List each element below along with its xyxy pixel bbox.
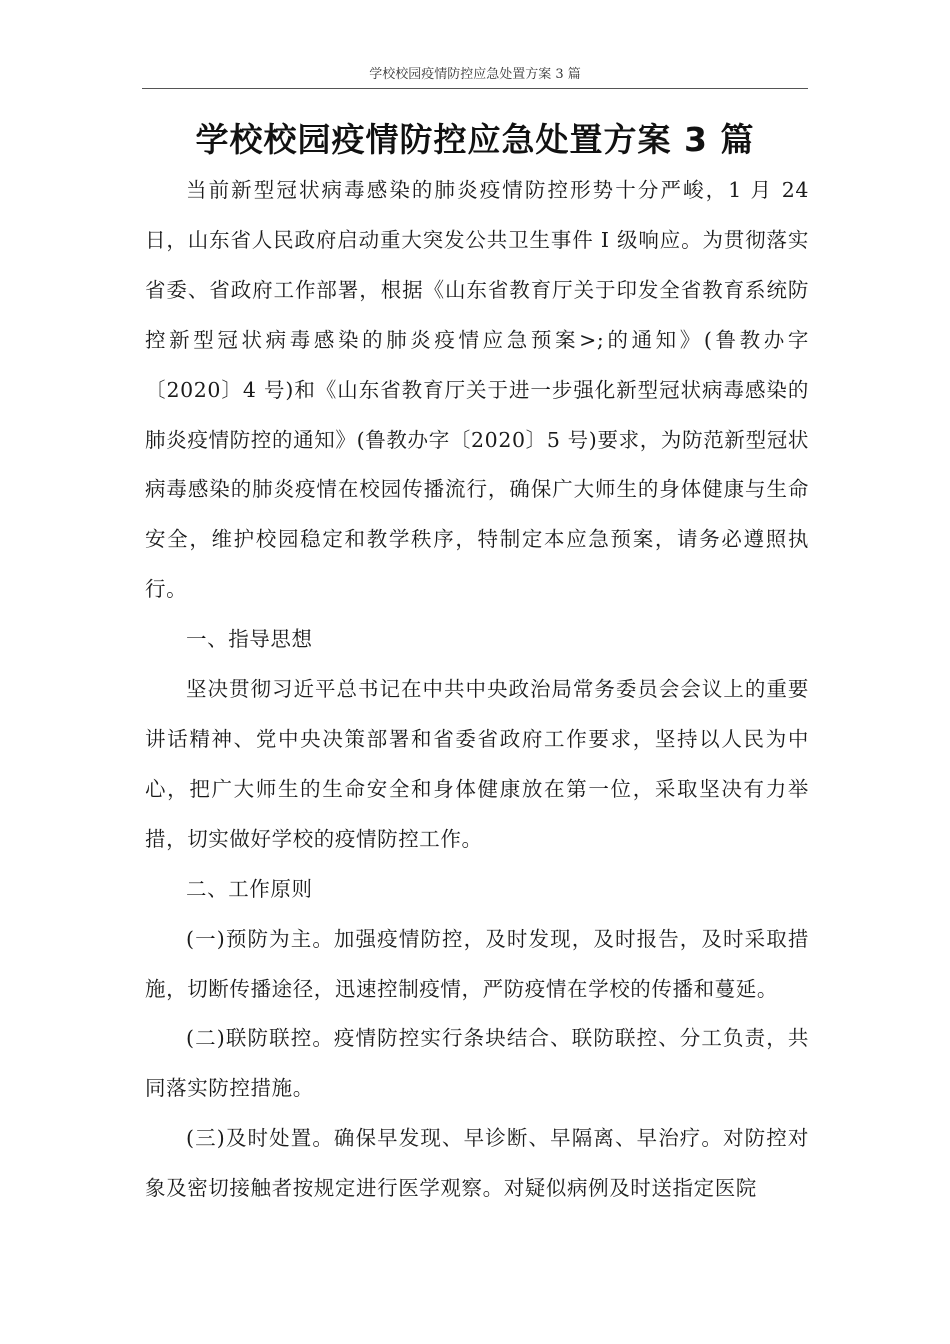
principle-prevention-paragraph: (一)预防为主。加强疫情防控，及时发现，及时报告，及时采取措施，切断传播途径，迅速控制疫情，严防疫情在学校的传播和蔓延。 — [145, 926, 809, 1001]
guiding-ideology-paragraph: 坚决贯彻习近平总书记在中共中央政治局常务委员会会议上的重要讲话精神、党中央决策部署和省委省政府工作要求，坚持以人民为中心，把广大师生的生命安全和身体健康放在第一位，采取坚决有力举措，切实做好学校的疫情防控工作。 — [145, 677, 809, 851]
principle-timely-handling-paragraph: (三)及时处置。确保早发现、早诊断、早隔离、早治疗。对防控对象及密切接触者按规定进行医学观察。对疑似病例及时送指定医院 — [145, 1126, 809, 1201]
principle-joint-control-paragraph: (二)联防联控。疫情防控实行条块结合、联防联控、分工负责，共同落实防控措施。 — [145, 1026, 809, 1101]
running-header: 学校校园疫情防控应急处置方案 3 篇 — [142, 62, 808, 89]
section-heading-working-principles: 二、工作原则 — [186, 876, 313, 901]
document-body — [145, 166, 809, 1214]
intro-paragraph: 当前新型冠状病毒感染的肺炎疫情防控形势十分严峻，1 月 24 日，山东省人民政府启动重大突发公共卫生事件 I 级响应。为贯彻落实省委、省政府工作部署，根据《山东省教育厅关于印发全省教育系统防控新型冠状病毒感染的肺炎疫情应急预案>;的通知》(鲁教办字〔2020〕4 号)和《山东省教育厅关于进一步强化新型冠状病毒感染的肺炎疫情防控的通知》(鲁教办字〔2020〕5 号)要求，为防范新型冠状病毒感染的肺炎疫情在校园传播流行，确保广大师生的身体健康与生命安全，维护校园稳定和教学秩序，特制定本应急预案，请务必遵照执行。 — [145, 178, 809, 602]
document-title: 学校校园疫情防控应急处置方案 3 篇 — [195, 120, 755, 159]
section-heading-guiding-ideology: 一、指导思想 — [186, 627, 313, 652]
